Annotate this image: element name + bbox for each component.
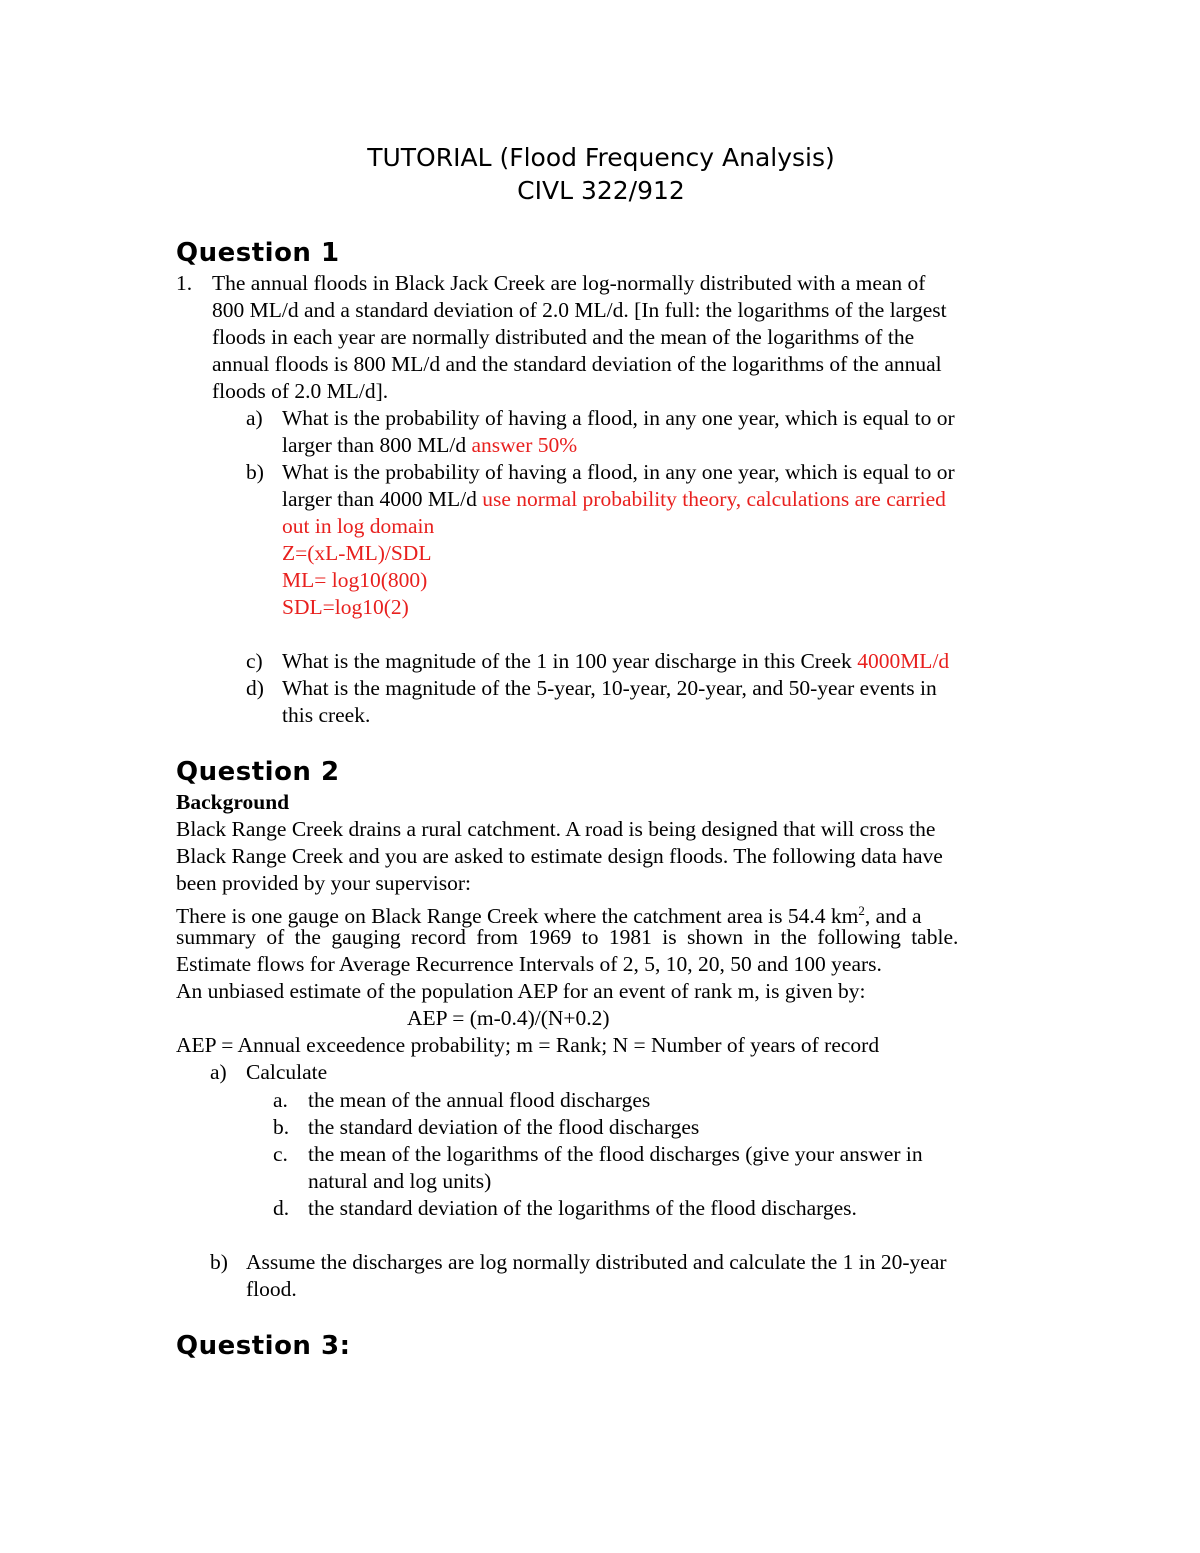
- q2a-item-label: d.: [273, 1196, 290, 1220]
- document-title: TUTORIAL (Flood Frequency Analysis): [367, 143, 835, 172]
- q1-text-line: The annual floods in Black Jack Creek are log-normally distributed with a mean of: [212, 271, 926, 295]
- q1b-formula: SDL=log10(2): [282, 595, 409, 619]
- q1-text-line: floods in each year are normally distributed and the mean of the logarithms of the: [212, 325, 915, 349]
- q2b-text-2: flood.: [246, 1277, 297, 1301]
- q1a-text: What is the probability of having a flood, in any one year, which is equal to or: [282, 406, 955, 430]
- q2-text-line: Black Range Creek and you are asked to estimate design floods. The following data have: [176, 844, 943, 868]
- q1b-text-2: [282, 486, 946, 513]
- aep-formula: AEP = (m-0.4)/(N+0.2): [407, 1006, 610, 1030]
- q1b-answer: use normal probability theory, calculations are carried: [482, 487, 946, 511]
- q1-text-line: annual floods is 800 ML/d and the standard deviation of the logarithms of the annual: [212, 352, 942, 376]
- q1d-label: d): [246, 676, 264, 700]
- q2-text-line: been provided by your supervisor:: [176, 871, 471, 895]
- q1c-answer: 4000ML/d: [857, 649, 950, 673]
- q2-text-line: Black Range Creek drains a rural catchment. A road is being designed that will cross the: [176, 817, 936, 841]
- q2-gauge-line-2: summary of the gauging record from 1969 to 1981 is shown in the following table.: [176, 925, 959, 949]
- q2-gauge-text-end: , and a: [864, 904, 922, 929]
- q1d-text-2: this creek.: [282, 703, 371, 727]
- q2a-item-label: c.: [273, 1142, 288, 1166]
- q1b-formula: Z=(xL-ML)/SDL: [282, 541, 432, 565]
- background-heading: Background: [176, 790, 290, 814]
- q1c-text-part: What is the magnitude of the 1 in 100 year discharge in this Creek: [282, 649, 858, 673]
- q1c-label: c): [246, 649, 263, 673]
- q2a-item-text-2: natural and log units): [308, 1169, 492, 1193]
- q1a-label: a): [246, 406, 263, 430]
- question-3-heading: Question 3:: [176, 1331, 351, 1361]
- q1-text-line: 800 ML/d and a standard deviation of 2.0 ML/d. [In full: the logarithms of the largest: [212, 298, 947, 322]
- q1-number: 1.: [176, 271, 193, 295]
- q1a-text-part: larger than 800 ML/d: [282, 433, 472, 457]
- q2a-label: a): [210, 1060, 227, 1084]
- q2-gauge-line-3: Estimate flows for Average Recurrence Intervals of 2, 5, 10, 20, 50 and 100 years.: [176, 952, 882, 976]
- q1b-label: b): [246, 460, 264, 484]
- q1b-formula: ML= log10(800): [282, 568, 428, 592]
- q2a-item-text: the mean of the logarithms of the flood discharges (give your answer in: [308, 1142, 923, 1166]
- q2a-text: Calculate: [246, 1060, 328, 1084]
- q1a-text-2: [282, 432, 577, 459]
- question-1-heading: Question 1: [176, 238, 340, 268]
- course-code: CIVL 322/912: [517, 176, 685, 205]
- q2a-item-label: a.: [273, 1088, 288, 1112]
- q2a-item-text: the standard deviation of the logarithms of the flood discharges.: [308, 1196, 857, 1220]
- q1b-text: What is the probability of having a flood, in any one year, which is equal to or: [282, 460, 955, 484]
- q2a-item-label: b.: [273, 1115, 290, 1139]
- q2b-label: b): [210, 1250, 228, 1274]
- q1-text-line: floods of 2.0 ML/d].: [212, 379, 389, 403]
- q1a-answer: answer 50%: [471, 433, 578, 457]
- q1b-text-part: larger than 4000 ML/d: [282, 487, 483, 511]
- q2-gauge-text: There is one gauge on Black Range Creek where the catchment area is 54.4 km: [176, 904, 859, 929]
- q2-unbiased-line: An unbiased estimate of the population AEP for an event of rank m, is given by:: [176, 979, 866, 1003]
- q2a-item-text: the mean of the annual flood discharges: [308, 1088, 651, 1112]
- q1b-answer-line: out in log domain: [282, 514, 435, 538]
- q2a-item-text: the standard deviation of the flood discharges: [308, 1115, 700, 1139]
- aep-definition: AEP = Annual exceedence probability; m = Rank; N = Number of years of record: [176, 1033, 880, 1057]
- superscript: 2: [858, 903, 865, 918]
- question-2-heading: Question 2: [176, 757, 340, 787]
- q1c-text: [282, 648, 949, 675]
- q2b-text: Assume the discharges are log normally distributed and calculate the 1 in 20-year: [246, 1250, 947, 1274]
- q1d-text: What is the magnitude of the 5-year, 10-year, 20-year, and 50-year events in: [282, 676, 937, 700]
